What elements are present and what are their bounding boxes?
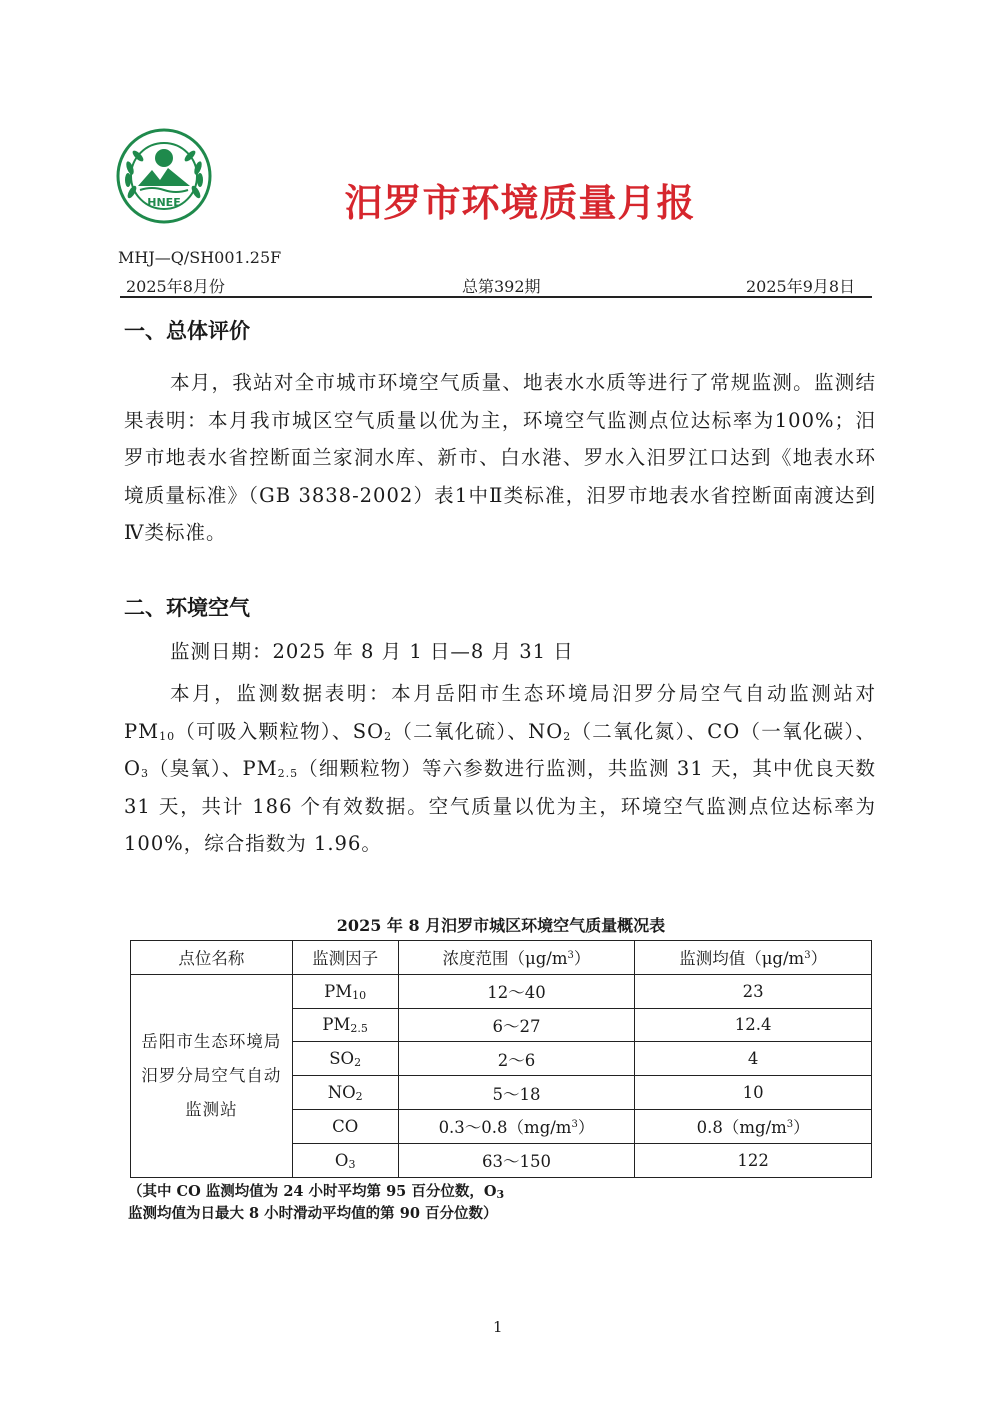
overall-evaluation-paragraph: 本月，我站对全市城市环境空气质量、地表水水质等进行了常规监测。监测结果表明：本月我市城区空气质量以优为主，环境空气监测点位达标率为100%；汨罗市地表水省控断面兰家洞水库、新市、白水港、罗水入汨罗江口达到《地表水环境质量标准》（GB 3838-2002）表1中Ⅱ类标准，汨罗市地表水省控断面南渡达到Ⅳ类标准。 <box>124 371 876 544</box>
agency-logo <box>116 128 212 224</box>
range-cell: 2～6 <box>398 1042 635 1076</box>
range-cell: 6～27 <box>398 1008 635 1042</box>
header-range: 浓度范围$(\mu g/m^3)$ <box>398 941 635 975</box>
header-factor: 监测因子 <box>292 941 398 975</box>
factor-cell: $PM_{10}$ <box>292 974 398 1008</box>
range-cell: $0.3\sim 0.8(mg/m^3)$ <box>398 1109 635 1143</box>
factor-cell: $O_3$ <box>292 1143 398 1177</box>
range-cell: 12～40 <box>398 974 635 1008</box>
header-site: 点位名称 <box>131 941 293 975</box>
mean-cell: 10 <box>635 1076 872 1110</box>
monitoring-date: 监测日期：2025 年 8 月 1 日—8 月 31 日 <box>170 640 574 663</box>
factor-cell: $NO_2$ <box>292 1076 398 1110</box>
table-footnote: （其中 CO 监测均值为 24 小时平均第 95 百分位数，$O_3$ 监测均值为日最大 8 小时滑动平均值的第 90 百分位数） <box>128 1183 505 1222</box>
range-cell: 5～18 <box>398 1076 635 1110</box>
report-month: 2025年8月份 <box>126 277 225 296</box>
mean-cell: 12.4 <box>635 1008 872 1042</box>
table-header-row <box>131 941 872 975</box>
document-number: MHJ—Q/SH001.25F <box>118 248 282 267</box>
factor-cell: $PM_{2.5}$ <box>292 1008 398 1042</box>
site-name-cell: 岳阳市生态环境局汨罗分局空气自动监测站 <box>131 974 293 1177</box>
header-divider <box>120 296 872 298</box>
table-caption: 2025 年 8 月汨罗市城区环境空气质量概况表 <box>336 916 666 935</box>
air-quality-paragraph: 本月，监测数据表明：本月岳阳市生态环境局汨罗分局空气自动监测站对 $PM_{10}$（可吸入颗粒物）、$SO_2$（二氧化硫）、$NO_2$（二氧化氮）、CO（一氧化碳）、$O_3$（臭氧）、$PM_{2.5}$（细颗粒物）等六参数进行监测，共监测 31 天，其中优良天数 31 天，共计 186 个有效数据。空气质量以优为主，环境空气监测点位达标率为 100%，综合指数为 1.96。 <box>124 682 876 855</box>
report-title: 汨罗市环境质量月报 <box>344 181 696 225</box>
mean-cell: 23 <box>635 974 872 1008</box>
section-heading-air: 二、环境空气 <box>124 596 250 620</box>
air-quality-table <box>130 940 872 1178</box>
factor-cell: $SO_2$ <box>292 1042 398 1076</box>
page-number: 1 <box>493 1318 503 1336</box>
mean-cell: $0.8(mg/m^3)$ <box>635 1109 872 1143</box>
factor-cell: CO <box>292 1109 398 1143</box>
section-heading-overall: 一、总体评价 <box>124 319 250 343</box>
header-mean: 监测均值$(\mu g/m^3)$ <box>635 941 872 975</box>
table-row <box>131 974 872 1008</box>
issue-number: 总第392期 <box>462 277 541 296</box>
publication-date: 2025年9月8日 <box>746 277 856 296</box>
range-cell: 63～150 <box>398 1143 635 1177</box>
logo-text: HNEE <box>147 196 181 209</box>
mean-cell: 4 <box>635 1042 872 1076</box>
mean-cell: 122 <box>635 1143 872 1177</box>
